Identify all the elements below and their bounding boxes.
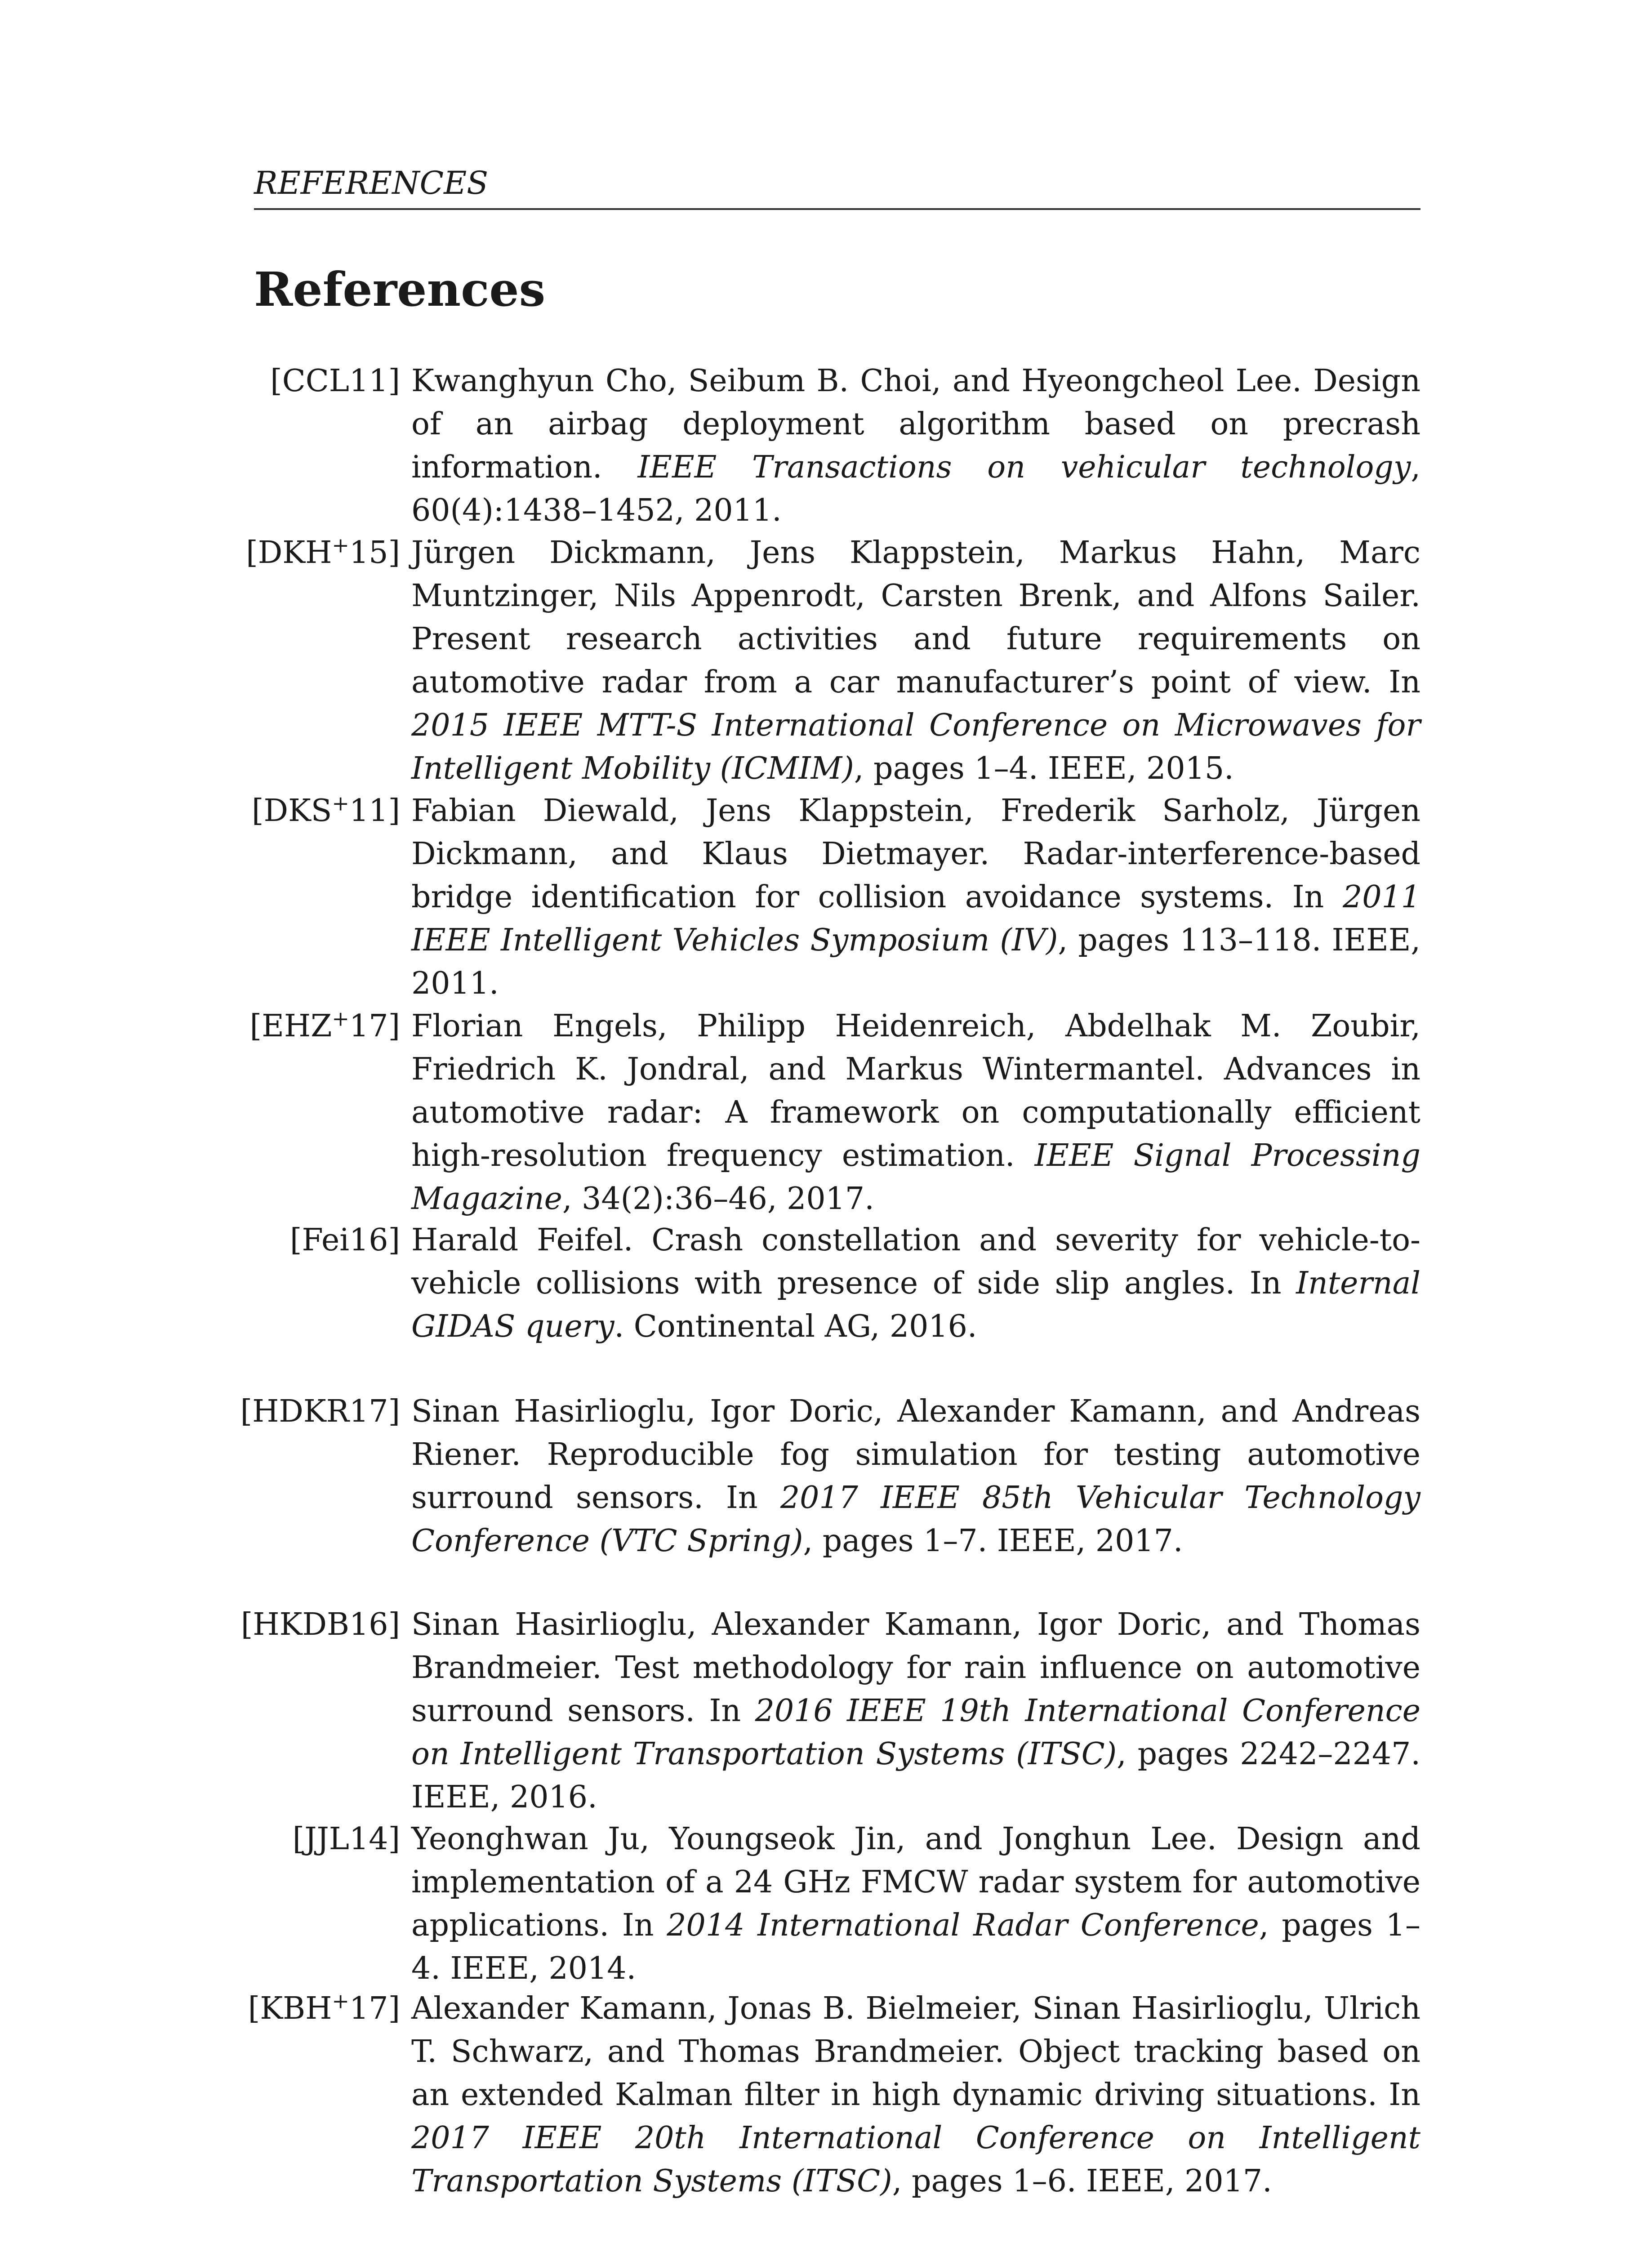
reference-text [411, 1603, 1420, 1819]
reference-authors: Jürgen Dickmann, Jens Klappstein, Markus Hahn, Marc Muntzinger, Nils Appenrodt, Carsten Brenk, and Alfons Sailer. [411, 535, 1420, 614]
reference-title: Crash constellation and severity for vehicle-to-vehicle collisions with presence of side slip angles. [411, 1222, 1420, 1301]
reference-key: [JJL14] [292, 1821, 400, 1857]
reference-title: Design and implementation of a 24 GHz FMCW radar system for automotive applications. [411, 1821, 1420, 1943]
reference-venue-prefix: In [709, 1693, 741, 1729]
reference-key: [DKS+11] [251, 791, 400, 829]
reference-venue-prefix: In [1249, 1266, 1282, 1301]
reference-authors: Sinan Hasirlioglu, Alexander Kamann, Igor Doric, and Thomas Brandmeier. [411, 1607, 1420, 1686]
reference-venue: 2015 IEEE MTT-S International Conference on Microwaves for Intelligent Mobility (ICMIM) [411, 708, 1420, 786]
reference-title: Design of an airbag deployment algorithm based on precrash information. [411, 363, 1420, 485]
reference-details: , pages 1–7. IEEE, 2017. [803, 1523, 1183, 1559]
reference-title: Test methodology for rain influence on automotive surround sensors. [411, 1650, 1420, 1729]
reference-venue: Internal GIDAS query [411, 1266, 1420, 1344]
reference-details: , pages 1–4. IEEE, 2015. [854, 751, 1234, 786]
reference-authors: Kwanghyun Cho, Seibum B. Choi, and Hyeongcheol Lee. [411, 363, 1302, 399]
reference-authors: Florian Engels, Philipp Heidenreich, Abdelhak M. Zoubir, Friedrich K. Jondral, and Markus Wintermantel. [411, 1008, 1420, 1087]
reference-details: , pages 1–4. IEEE, 2014. [411, 1908, 1420, 1986]
running-header: REFERENCES [254, 165, 489, 201]
reference-title: Present research activities and future requirements on automotive radar from a car manufacturer’s point of view. [411, 621, 1420, 700]
reference-authors: Harald Feifel. [411, 1222, 633, 1258]
reference-authors: Fabian Diewald, Jens Klappstein, Frederik Sarholz, Jürgen Dickmann, and Klaus Dietmayer. [411, 793, 1420, 872]
reference-venue-prefix: In [622, 1908, 654, 1943]
reference-venue: 2016 IEEE 19th International Conference on Intelligent Transportation Systems (ITSC) [411, 1693, 1421, 1772]
reference-venue-prefix: In [1389, 2077, 1420, 2113]
reference-text [411, 1219, 1420, 1348]
reference-key: [HDKR17] [240, 1394, 400, 1429]
reference-venue: 2014 International Radar Conference [667, 1908, 1259, 1943]
reference-title: Advances in automotive radar: A framework on computationally efficient high-resolution frequency estimation. [411, 1052, 1420, 1173]
reference-authors: Alexander Kamann, Jonas B. Bielmeier, Sinan Hasirlioglu, Ulrich T. Schwarz, and Thomas Brandmeier. [411, 1991, 1420, 2070]
reference-authors: Sinan Hasirlioglu, Igor Doric, Alexander Kamann, and Andreas Riener. [411, 1394, 1420, 1472]
reference-text [411, 531, 1420, 790]
reference-details: , pages 2242–2247. IEEE, 2016. [411, 1736, 1421, 1815]
reference-details: , pages 113–118. IEEE, 2011. [411, 923, 1420, 1001]
reference-title: Object tracking based on an extended Kalman filter in high dynamic driving situations. [411, 2034, 1420, 2113]
reference-title: Reproducible fog simulation for testing automotive surround sensors. [411, 1437, 1420, 1516]
reference-venue: 2011 IEEE Intelligent Vehicles Symposium (IV) [411, 879, 1420, 958]
reference-details: , 60(4):1438–1452, 2011. [411, 450, 1420, 528]
reference-authors: Yeonghwan Ju, Youngseok Jin, and Jonghun Lee. [411, 1821, 1217, 1857]
reference-details: , pages 1–6. IEEE, 2017. [892, 2163, 1272, 2199]
reference-text [411, 1987, 1420, 2203]
reference-text [411, 360, 1420, 532]
reference-details: , 34(2):36–46, 2017. [562, 1181, 874, 1217]
reference-venue-prefix: In [726, 1480, 758, 1516]
reference-key: [EHZ+17] [249, 1006, 400, 1044]
reference-venue-prefix: In [1389, 665, 1420, 700]
reference-venue: IEEE Signal Processing Magazine [411, 1138, 1420, 1217]
reference-key: [KBH+17] [248, 1989, 400, 2026]
reference-details: . Continental AG, 2016. [614, 1309, 977, 1344]
reference-text [411, 1818, 1420, 1990]
reference-key: [HKDB16] [240, 1607, 400, 1642]
reference-text [411, 789, 1420, 1005]
reference-key: [CCL11] [270, 363, 400, 399]
reference-venue: 2017 IEEE 85th Vehicular Technology Conference (VTC Spring) [411, 1480, 1420, 1559]
reference-text [411, 1005, 1420, 1221]
reference-venue-prefix: In [1292, 879, 1324, 915]
reference-key: [DKH+15] [246, 533, 400, 571]
reference-title: Radar-interference-based bridge identification for collision avoidance systems. [411, 836, 1420, 915]
reference-key: [Fei16] [289, 1222, 400, 1258]
reference-venue: IEEE Transactions on vehicular technology [637, 450, 1411, 485]
header-rule [254, 208, 1420, 210]
section-title: References [254, 262, 546, 317]
reference-venue: 2017 IEEE 20th International Conference on Intelligent Transportation Systems (ITSC) [411, 2120, 1420, 2199]
reference-text [411, 1390, 1420, 1563]
